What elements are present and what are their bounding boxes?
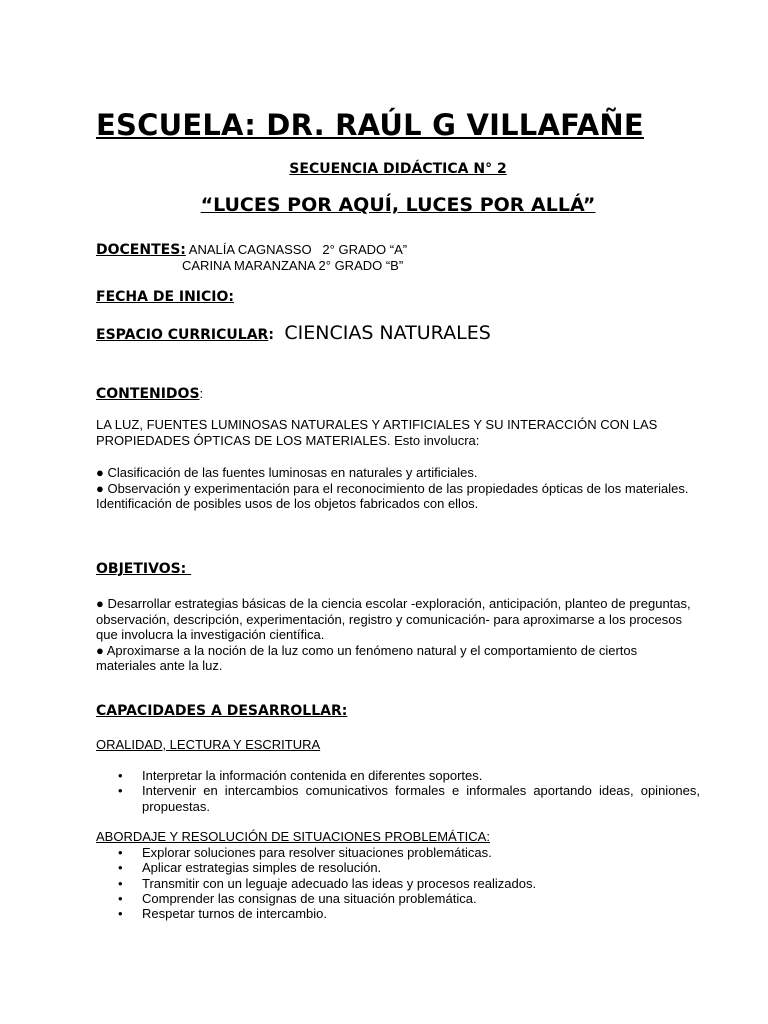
contenidos-intro-text: LA LUZ, FUENTES LUMINOSAS NATURALES Y ARTIFICIALES Y SU INTERACCIÓN CON LAS PROPIEDADES ÓPTICAS DE LOS MATERIALES. Esto involucra: (96, 417, 658, 448)
objetivos-item-2: ● Aproximarse a la noción de la luz como un fenómeno natural y el comportamiento de ciertos materiales ante la luz. (96, 642, 638, 673)
list-item: • Aplicar estrategias simples de resolución. (96, 860, 700, 875)
espacio-label: ESPACIO CURRICULAR (96, 327, 269, 343)
contenidos-colon: : (199, 386, 204, 401)
list-item: • Comprender las consignas de una situación problemática. (96, 891, 700, 906)
espacio-value: CIENCIAS NATURALES (284, 322, 491, 344)
capacidades-label: CAPACIDADES A DESARROLLAR: (96, 703, 348, 719)
list-item: • Transmitir con un leguaje adecuado las ideas y procesos realizados. (96, 876, 700, 891)
oralidad-title: ORALIDAD, LECTURA Y ESCRITURA (96, 737, 321, 752)
fecha-label: FECHA DE INICIO: (96, 289, 235, 305)
abordaje-list (96, 845, 700, 921)
list-item: • Respetar turnos de intercambio. (96, 906, 700, 921)
docentes-label: DOCENTES: (96, 242, 186, 258)
sequence-title: SECUENCIA DIDÁCTICA N° 2 (289, 161, 507, 177)
contenidos-item-1: ● Clasificación de las fuentes luminosas en naturales y artificiales. (96, 465, 478, 480)
abordaje-title: ABORDAJE Y RESOLUCIÓN DE SITUACIONES PROBLEMÁTICA: (96, 829, 490, 844)
espacio-colon: : (268, 327, 274, 343)
objetivos-label: OBJETIVOS: (96, 561, 192, 577)
contenidos-heading (96, 385, 203, 403)
objetivos-item-1: ● Desarrollar estrategias básicas de la ciencia escolar -exploración, anticipación, planteo de preguntas, observación, descripción, experimentación, registro y comunicación- para aproximarse a los procesos que involucra la investigación científica. (96, 596, 691, 642)
contenidos-intro (96, 417, 700, 448)
list-item: • Explorar soluciones para resolver situaciones problemáticas. (96, 845, 700, 860)
docentes-teacher-2: CARINA MARANZANA 2° GRADO “B” (182, 258, 404, 273)
list-item: • Intervenir en intercambios comunicativos formales e informales aportando ideas, opiniones, propuestas. (96, 783, 700, 814)
sequence-name: “LUCES POR AQUÍ, LUCES POR ALLÁ” (200, 194, 596, 216)
list-item: • Interpretar la información contenida en diferentes soportes. (96, 768, 700, 783)
docentes-teacher-1: ANALÍA CAGNASSO 2° GRADO “A” (185, 242, 408, 257)
school-title: ESCUELA: DR. RAÚL G VILLAFAÑE (96, 108, 644, 142)
docentes-line-1 (96, 241, 407, 259)
espacio-curricular (96, 322, 491, 344)
contenidos-label: CONTENIDOS (96, 386, 200, 402)
objetivos-items (96, 596, 700, 674)
contenidos-item-2: ● Observación y experimentación para el reconocimiento de las propiedades ópticas de los materiales. Identificación de posibles usos de los objetos fabricados con ellos. (96, 480, 689, 511)
contenidos-items (96, 465, 700, 512)
oralidad-list (96, 768, 700, 814)
